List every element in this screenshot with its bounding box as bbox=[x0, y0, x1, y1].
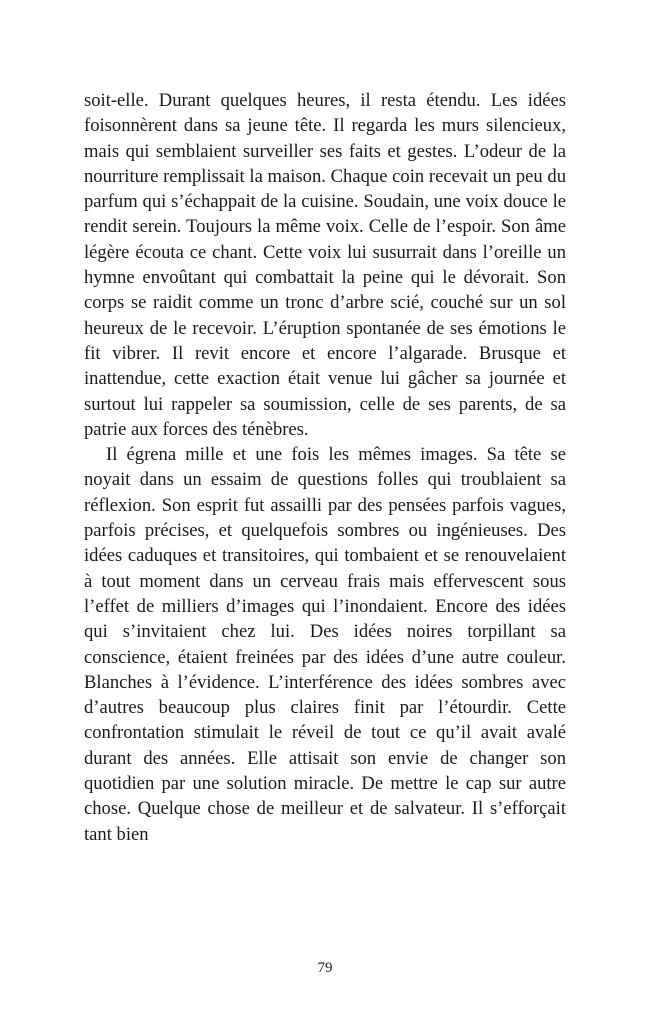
paragraph-2: Il égrena mille et une fois les mêmes images. Sa tête se noyait dans un essaim de questions folles qui troublaient sa réflexion. Son esprit fut assailli par des pensées parfois vagues, parfois précises, et quelquefois sombres ou ingénieuses. Des idées caduques et transitoires, qui tombaient et se renouvelaient à tout moment dans un cerveau frais mais effervescent sous l’effet de milliers d’images qui l’inondaient. Encore des idées qui s’invitaient chez lui. Des idées noires torpillant sa conscience, étaient freinées par des idées d’une autre couleur. Blanches à l’évidence. L’interférence des idées sombres avec d’autres beaucoup plus claires finit par l’étourdir. Cette confrontation stimulait le réveil de tout ce qu’il avait avalé durant des années. Elle attisait son envie de changer son quotidien par une solution miracle. De mettre le cap sur autre chose. Quelque chose de meilleur et de salvateur. Il s’efforçait tant bien bbox=[84, 444, 566, 845]
page-number: 79 bbox=[317, 960, 333, 976]
page-body bbox=[84, 88, 566, 847]
paragraph-1: soit-elle. Durant quelques heures, il resta étendu. Les idées foisonnèrent dans sa jeune tête. Il regarda les murs silencieux, mais qui semblaient surveiller ses faits et gestes. L’odeur de la nourriture remplissait la maison. Chaque coin recevait un peu du parfum qui s’échappait de la cuisine. Soudain, une voix douce le rendit serein. Toujours la même voix. Celle de l’espoir. Son âme légère écouta ce chant. Cette voix lui susurrait dans l’oreille un hymne envoûtant qui combattait la peine qui le dévorait. Son corps se raidit comme un tronc d’arbre scié, couché sur un sol heureux de le recevoir. L’éruption spontanée de ses émotions le fit vibrer. Il revit encore et encore l’algarade. Brusque et inattendue, cette exaction était venue lui gâcher sa journée et surtout lui rappeler sa soumission, celle de ses parents, de sa patrie aux forces des ténèbres. bbox=[84, 90, 566, 440]
